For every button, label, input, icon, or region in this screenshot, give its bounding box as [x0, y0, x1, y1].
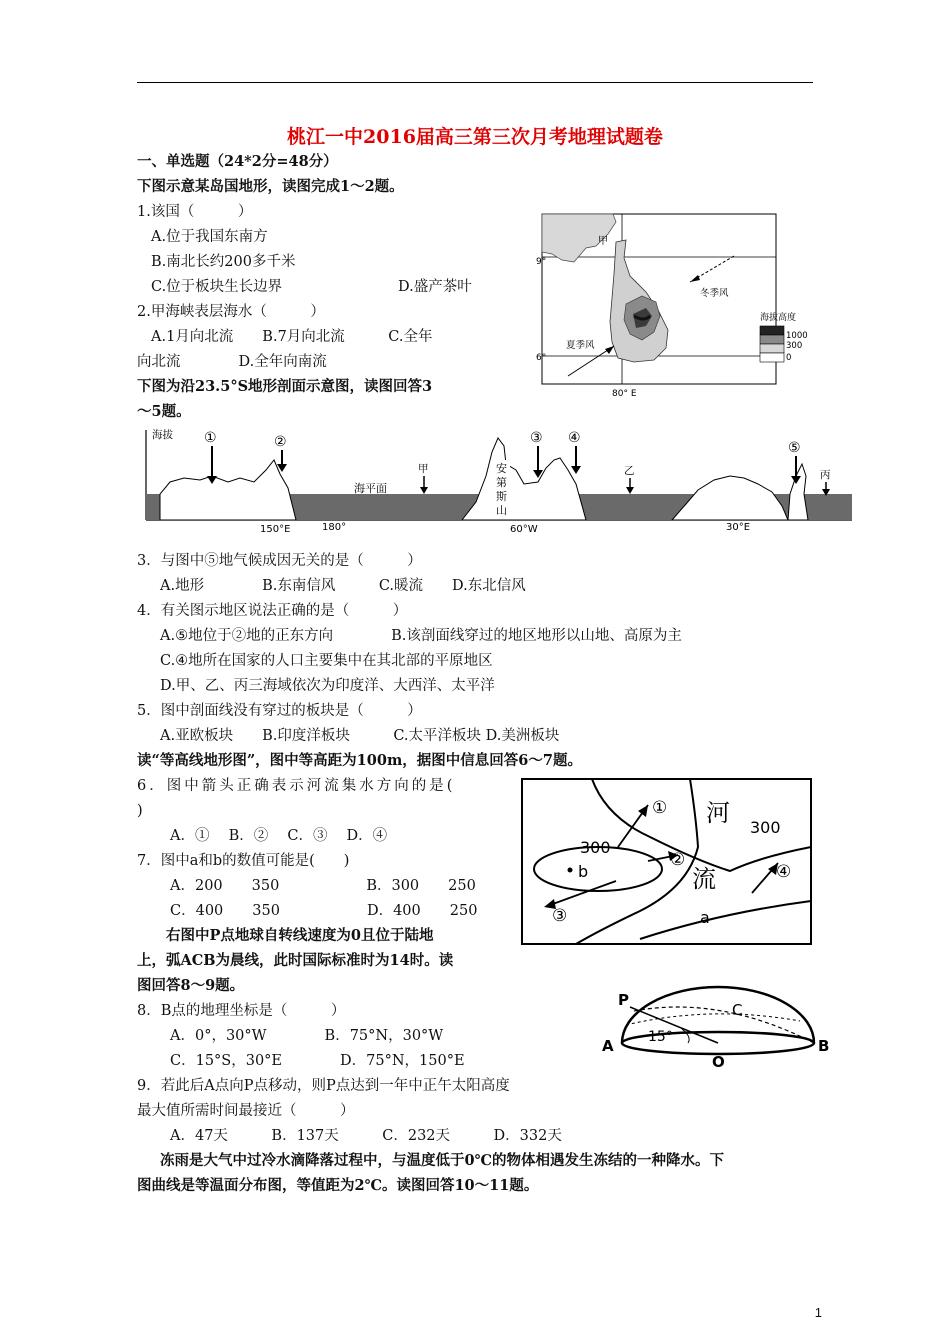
intro-q8-9-line2: 上，弧ACB为晨线，此时国际标准时为14时。读 [137, 952, 454, 969]
andes-char-4: 山 [496, 504, 507, 517]
landmass-madagascar [788, 464, 808, 520]
intro-q3-5-line2: ～5题。 [137, 403, 191, 420]
q3-stem: 3．与图中⑤地气候成因无关的是（ ） [137, 553, 422, 569]
point-o: O [712, 1053, 725, 1071]
strait-label-jia: 甲 [598, 236, 608, 247]
intro-q10-11-line2: 图曲线是等温面分布图，等值距为2℃。读图回答10～11题。 [137, 1177, 539, 1194]
page-number: 1 [814, 1305, 822, 1320]
lat-6: 6° [536, 353, 547, 363]
lat-9: 9° [536, 257, 547, 267]
q5-stem: 5．图中剖面线没有穿过的板块是（ ） [137, 703, 422, 719]
lon-80: 80° E [612, 389, 637, 399]
q1-option-c: C.位于板块生长边界 [151, 279, 283, 295]
point-p: P [618, 991, 629, 1009]
legend-0: 0 [786, 353, 792, 363]
q2-stem: 2.甲海峡表层海水（ ） [137, 304, 325, 320]
q4-option-d: D.甲、乙、丙三海域依次为印度洋、大西洋、太平洋 [160, 678, 495, 694]
q9-stem-line2: 最大值所需时间最接近（ ） [137, 1103, 355, 1119]
section-heading: 一、单选题（24*2分=48分） [137, 153, 338, 170]
q8-options-cd: C．15°S，30°E D．75°N，150°E [170, 1053, 465, 1069]
ocean-label-yi: 乙 [624, 465, 635, 477]
legend-1000: 1000 [786, 331, 808, 341]
q4-option-c: C.④地所在国家的人口主要集中在其北部的平原地区 [160, 653, 493, 669]
q9-options: A．47天 B．137天 C．232天 D．332天 [170, 1128, 562, 1144]
q1-option-b: B.南北长约200多千米 [151, 254, 296, 270]
andes-char-2: 第 [496, 476, 507, 489]
marker-3: ③ [530, 430, 543, 446]
q6-stem-line2: ) [137, 803, 143, 819]
hemisphere-diagram [600, 985, 840, 1071]
marker-2: ② [274, 434, 287, 450]
intro-q1-2: 下图示意某岛国地形，读图完成1～2题。 [137, 178, 404, 195]
intro-q6-7: 读“等高线地形图”，图中等高距为100m，据图中信息回答6～7题。 [137, 752, 582, 769]
q4-stem: 4．有关图示地区说法正确的是（ ） [137, 603, 408, 619]
point-a: A [602, 1037, 614, 1055]
q6-options: A．① B．② C．③ D．④ [170, 828, 388, 844]
legend-title: 海拔高度 [760, 313, 797, 323]
point-label-a: a [700, 908, 710, 927]
q7-stem: 7．图中a和b的数值可能是( ) [137, 853, 350, 869]
q5-options: A.亚欧板块 B.印度洋板块 C.太平洋板块 D.美洲板块 [160, 728, 560, 744]
axis-label-haiba: 海拔 [152, 429, 173, 441]
lon-180: 180° [322, 522, 347, 533]
marker-5: ⑤ [788, 440, 801, 456]
arrow-label-4: ④ [776, 862, 792, 882]
header-rule [137, 82, 813, 83]
arrow-label-2: ② [670, 850, 686, 870]
intro-q3-5-line1: 下图为沿23.5°S地形剖面示意图，读图回答3 [137, 378, 433, 395]
river-char-he: 河 [706, 799, 730, 827]
andes-char-3: 斯 [496, 490, 507, 503]
contour-map [520, 777, 814, 947]
angle-15: 15° [648, 1029, 673, 1045]
legend-300: 300 [786, 341, 803, 351]
contour-value-300-right: 300 [750, 818, 781, 837]
sea-level-label: 海平面 [354, 482, 387, 495]
intro-q8-9-line3: 图回答8～9题。 [137, 977, 245, 994]
q4-options-ab: A.⑤地位于②地的正东方向 B.该剖面线穿过的地区地形以山地、高原为主 [160, 628, 682, 644]
q7-options-ab: A．200 350 B．300 250 [170, 878, 476, 894]
profile-diagram [140, 424, 855, 536]
q7-options-cd: C．400 350 D．400 250 [170, 903, 478, 919]
ocean-label-jia: 甲 [418, 463, 429, 475]
point-label-b: b [578, 862, 589, 881]
q1-option-a: A.位于我国东南方 [151, 229, 268, 245]
contour-value-300-b: 300 [580, 838, 611, 857]
summer-monsoon-label: 夏季风 [566, 340, 595, 351]
q8-stem: 8．B点的地理坐标是（ ） [137, 1003, 346, 1019]
landmass-australia [160, 460, 296, 520]
page-title: 桃江一中2016届高三第三次月考地理试题卷 [287, 126, 663, 148]
lon-30e: 30°E [726, 522, 751, 533]
point-b: B [818, 1037, 830, 1055]
q3-options: A.地形 B.东南信风 C.暖流 D.东北信风 [160, 578, 526, 594]
q1-option-d: D.盛产茶叶 [398, 279, 472, 295]
q6-stem-line1: 6．图中箭头正确表示河流集水方向的是( [137, 778, 456, 794]
marker-1: ① [204, 430, 217, 446]
river-char-liu: 流 [692, 865, 716, 893]
intro-q8-9-line1: 右图中P点地球自转线速度为0且位于陆地 [137, 927, 434, 944]
q2-options-line2: 向北流 D.全年向南流 [137, 354, 327, 370]
andes-char-1: 安 [496, 462, 507, 475]
q9-stem-line1: 9．若此后A点向P点移动，则P点达到一年中正午太阳高度 [137, 1078, 510, 1094]
island-map [538, 212, 838, 398]
point-c: C [732, 1001, 743, 1019]
arrow-label-1: ① [652, 798, 668, 818]
lon-150e: 150°E [260, 524, 291, 535]
intro-q10-11-line1: 冻雨是大气中过冷水滴降落过程中，与温度低于0℃的物体相遇发生冻结的一种降水。下 [160, 1152, 724, 1169]
q8-options-ab: A．0°，30°W B．75°N，30°W [170, 1028, 444, 1044]
marker-4: ④ [568, 430, 581, 446]
q2-options-line1: A.1月向北流 B.7月向北流 C.全年 [151, 329, 433, 345]
winter-monsoon-label: 冬季风 [700, 288, 729, 299]
arrow-label-3: ③ [552, 906, 568, 926]
lon-60w: 60°W [510, 524, 538, 535]
ocean-label-bing: 丙 [820, 469, 831, 481]
landmass-south-america [462, 438, 586, 520]
q1-stem: 1.该国（ ） [137, 204, 253, 220]
